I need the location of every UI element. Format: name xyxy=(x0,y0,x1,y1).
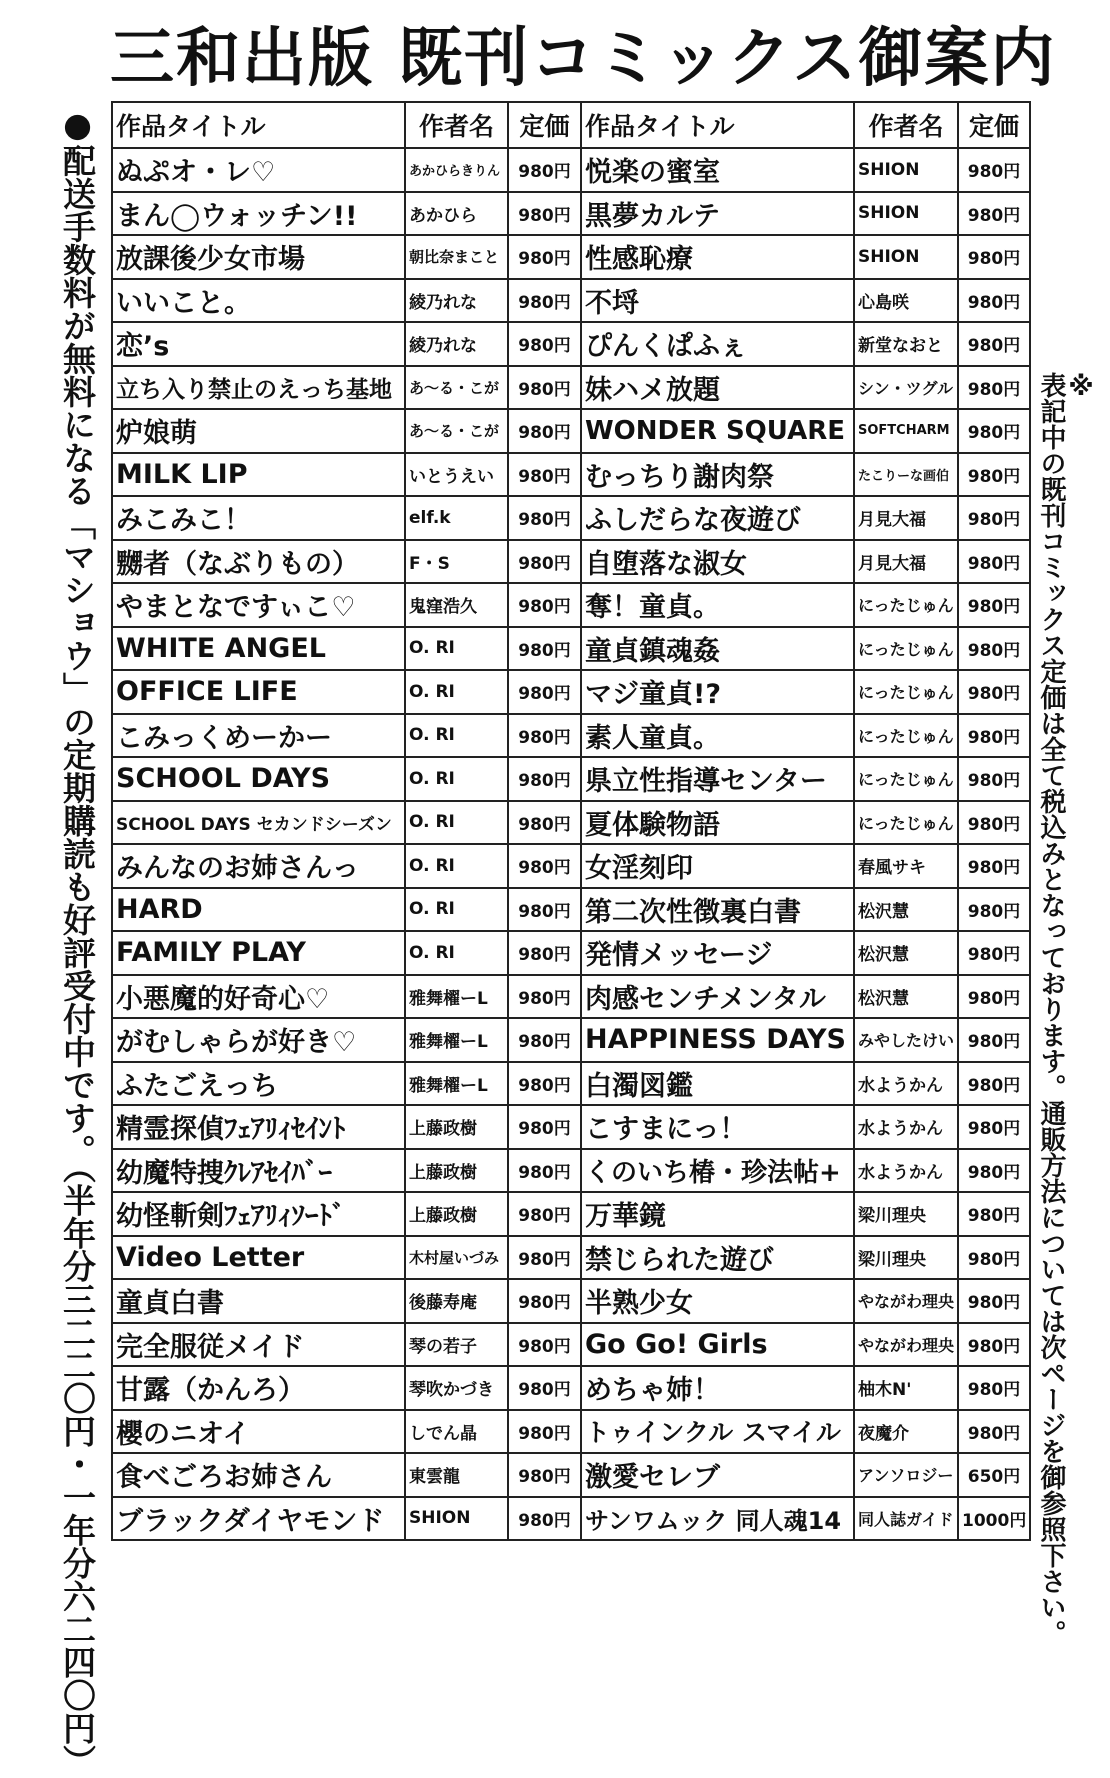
page-title: 三和出版 既刊コミックス御案内 xyxy=(110,22,1057,96)
comic-price-2: 980円 xyxy=(958,322,1030,366)
comic-price: 980円 xyxy=(508,1105,581,1149)
note-mark: ※ xyxy=(1066,372,1096,402)
table-row xyxy=(112,322,1030,366)
comic-title-2: 半熟少女 xyxy=(581,1279,854,1323)
comic-price-2: 980円 xyxy=(958,1062,1030,1106)
comic-title: 幼怪斬剣ﾌｪｱﾘｨｿｰﾄﾞ xyxy=(112,1192,405,1236)
comic-author-2: にったじゅん xyxy=(854,714,958,758)
comic-title-2: ふしだらな夜遊び xyxy=(581,496,854,540)
comic-title-2: WONDER SQUARE xyxy=(581,409,854,453)
comic-title-2: 激愛セレブ xyxy=(581,1453,854,1497)
comic-price-2: 980円 xyxy=(958,801,1030,845)
table-row xyxy=(112,583,1030,627)
price-notice-text: 表記中の既刊コミックス定価は全て税込みとなっております。通販方法については次ページを御参照下さい。 xyxy=(1036,372,1066,1646)
comic-price: 980円 xyxy=(508,1192,581,1236)
comic-price-2: 650円 xyxy=(958,1453,1030,1497)
table-row xyxy=(112,1192,1030,1236)
comic-author: 琴の若子 xyxy=(405,1323,508,1367)
comic-author: O. RI xyxy=(405,844,508,888)
comic-price: 980円 xyxy=(508,1366,581,1410)
table-row xyxy=(112,1018,1030,1062)
table-row xyxy=(112,366,1030,410)
comic-title: まん◯ウォッチン!! xyxy=(112,192,405,236)
comic-price: 980円 xyxy=(508,1323,581,1367)
comic-author-2: SHION xyxy=(854,192,958,236)
table-row xyxy=(112,801,1030,845)
comic-author: あ〜る・こが xyxy=(405,366,508,410)
comic-price: 980円 xyxy=(508,1062,581,1106)
comic-title: 幼魔特捜ｸﾚｱｾｲﾊﾞｰ xyxy=(112,1149,405,1193)
comic-price: 980円 xyxy=(508,888,581,932)
comic-author-2: にったじゅん xyxy=(854,670,958,714)
comic-price: 980円 xyxy=(508,757,581,801)
comic-title: ブラックダイヤモンド xyxy=(112,1497,405,1541)
comic-title-2: 妹ハメ放題 xyxy=(581,366,854,410)
comic-author: O. RI xyxy=(405,931,508,975)
header-price-2: 定価 xyxy=(958,102,1030,148)
comic-author: 東雲龍 xyxy=(405,1453,508,1497)
comic-author-2: にったじゅん xyxy=(854,627,958,671)
comic-price: 980円 xyxy=(508,540,581,584)
comic-title-2: 第二次性徴裏白書 xyxy=(581,888,854,932)
table-row xyxy=(112,1366,1030,1410)
table-row xyxy=(112,1062,1030,1106)
comic-author-2: 春風サキ xyxy=(854,844,958,888)
comic-price-2: 980円 xyxy=(958,931,1030,975)
comic-price-2: 980円 xyxy=(958,148,1030,192)
table-row xyxy=(112,844,1030,888)
table-row xyxy=(112,279,1030,323)
comic-price-2: 980円 xyxy=(958,583,1030,627)
comic-title: ぬぷオ・レ♡ xyxy=(112,148,405,192)
comic-title: 立ち入り禁止のえっち基地 xyxy=(112,366,405,410)
comic-author-2: 松沢慧 xyxy=(854,888,958,932)
comic-price-2: 980円 xyxy=(958,1192,1030,1236)
comic-title: 童貞白書 xyxy=(112,1279,405,1323)
comic-price: 980円 xyxy=(508,975,581,1019)
comic-price: 980円 xyxy=(508,844,581,888)
comic-price: 980円 xyxy=(508,279,581,323)
comic-author: O. RI xyxy=(405,801,508,845)
comic-title: みんなのお姉さんっ xyxy=(112,844,405,888)
comic-title-2: めちゃ姉！ xyxy=(581,1366,854,1410)
comic-price-2: 980円 xyxy=(958,714,1030,758)
comic-title: 食べごろお姉さん xyxy=(112,1453,405,1497)
comics-catalog-table xyxy=(111,101,1031,1541)
comic-title-2: トゥインクル スマイル xyxy=(581,1410,854,1454)
comic-price-2: 980円 xyxy=(958,453,1030,497)
table-row xyxy=(112,888,1030,932)
comic-title: OFFICE LIFE xyxy=(112,670,405,714)
comic-price-2: 980円 xyxy=(958,279,1030,323)
comic-author: しでん晶 xyxy=(405,1410,508,1454)
comic-author-2: 夜魔介 xyxy=(854,1410,958,1454)
comic-author-2: やながわ理央 xyxy=(854,1279,958,1323)
comic-author-2: 月見大福 xyxy=(854,540,958,584)
subscription-notice: ●配送手数料が無料になる「マショウ」の定期購読も好評受付中です。（半年分三二二〇円・一年分六二四〇円） xyxy=(58,105,97,1778)
comic-price: 980円 xyxy=(508,714,581,758)
comic-price-2: 980円 xyxy=(958,670,1030,714)
comic-price: 980円 xyxy=(508,322,581,366)
comic-author: O. RI xyxy=(405,888,508,932)
comic-title-2: 夏体験物語 xyxy=(581,801,854,845)
comic-title-2: 童貞鎮魂姦 xyxy=(581,627,854,671)
table-row xyxy=(112,192,1030,236)
comic-author-2: 心島咲 xyxy=(854,279,958,323)
comic-title-2: ぴんくぱふぇ xyxy=(581,322,854,366)
comic-title-2: 発情メッセージ xyxy=(581,931,854,975)
comic-title: SCHOOL DAYS xyxy=(112,757,405,801)
comic-title: 嬲者（なぶりもの） xyxy=(112,540,405,584)
comic-author: あかひらきりん xyxy=(405,148,508,192)
comic-price: 980円 xyxy=(508,453,581,497)
comic-author-2: アンソロジー xyxy=(854,1453,958,1497)
comic-price: 980円 xyxy=(508,931,581,975)
comic-author: F・S xyxy=(405,540,508,584)
comic-title-2: 禁じられた遊び xyxy=(581,1236,854,1280)
header-author: 作者名 xyxy=(405,102,508,148)
comic-title: みこみこ！ xyxy=(112,496,405,540)
header-title-2: 作品タイトル xyxy=(581,102,854,148)
comic-title: 完全服従メイド xyxy=(112,1323,405,1367)
comic-price: 980円 xyxy=(508,627,581,671)
table-row xyxy=(112,540,1030,584)
price-notice xyxy=(1036,372,1096,1646)
comic-price-2: 980円 xyxy=(958,1410,1030,1454)
comic-price-2: 980円 xyxy=(958,757,1030,801)
table-row xyxy=(112,1236,1030,1280)
comic-price: 980円 xyxy=(508,1279,581,1323)
comic-title-2: 肉感センチメンタル xyxy=(581,975,854,1019)
comic-author-2: 同人誌ガイド xyxy=(854,1497,958,1541)
comic-author: O. RI xyxy=(405,627,508,671)
table-row xyxy=(112,1279,1030,1323)
header-title: 作品タイトル xyxy=(112,102,405,148)
comic-title: こみっくめーかー xyxy=(112,714,405,758)
comic-title: SCHOOL DAYS セカンドシーズン xyxy=(112,801,405,845)
header-author-2: 作者名 xyxy=(854,102,958,148)
comic-title-2: 黒夢カルテ xyxy=(581,192,854,236)
table-row xyxy=(112,975,1030,1019)
comic-author: 上藤政樹 xyxy=(405,1192,508,1236)
comic-price: 980円 xyxy=(508,409,581,453)
table-row xyxy=(112,1105,1030,1149)
table-row xyxy=(112,931,1030,975)
table-row xyxy=(112,670,1030,714)
comic-price: 980円 xyxy=(508,148,581,192)
comic-author: 雅舞櫂ーL xyxy=(405,975,508,1019)
table-row xyxy=(112,453,1030,497)
comic-title-2: 女淫刻印 xyxy=(581,844,854,888)
comic-title: WHITE ANGEL xyxy=(112,627,405,671)
comic-author: 鬼窪浩久 xyxy=(405,583,508,627)
comic-author-2: 水ようかん xyxy=(854,1149,958,1193)
comic-author: いとうえい xyxy=(405,453,508,497)
table-row xyxy=(112,409,1030,453)
comic-price: 980円 xyxy=(508,670,581,714)
comic-title-2: 性感恥療 xyxy=(581,235,854,279)
comic-author-2: 新堂なおと xyxy=(854,322,958,366)
comic-price-2: 980円 xyxy=(958,1323,1030,1367)
comic-price-2: 1000円 xyxy=(958,1497,1030,1541)
comic-price: 980円 xyxy=(508,496,581,540)
comic-price-2: 980円 xyxy=(958,235,1030,279)
table-row xyxy=(112,148,1030,192)
comic-author: 雅舞櫂ーL xyxy=(405,1062,508,1106)
comic-title: Video Letter xyxy=(112,1236,405,1280)
comic-title: 小悪魔的好奇心♡ xyxy=(112,975,405,1019)
comic-title-2: HAPPINESS DAYS xyxy=(581,1018,854,1062)
comic-author-2: SHION xyxy=(854,235,958,279)
comic-author-2: 月見大福 xyxy=(854,496,958,540)
comic-author: 後藤寿庵 xyxy=(405,1279,508,1323)
table-row xyxy=(112,1149,1030,1193)
comic-price: 980円 xyxy=(508,235,581,279)
table-row xyxy=(112,496,1030,540)
comic-author: elf.k xyxy=(405,496,508,540)
comic-price-2: 980円 xyxy=(958,192,1030,236)
table-row xyxy=(112,235,1030,279)
comic-author-2: にったじゅん xyxy=(854,583,958,627)
comic-price: 980円 xyxy=(508,1453,581,1497)
comic-price-2: 980円 xyxy=(958,1018,1030,1062)
comic-title: いいこと。 xyxy=(112,279,405,323)
table-row xyxy=(112,714,1030,758)
comic-author-2: たこりーな画伯 xyxy=(854,453,958,497)
comic-title-2: 不埒 xyxy=(581,279,854,323)
comic-price: 980円 xyxy=(508,1236,581,1280)
comic-author-2: にったじゅん xyxy=(854,757,958,801)
comic-price-2: 980円 xyxy=(958,1105,1030,1149)
comic-price-2: 980円 xyxy=(958,1366,1030,1410)
table-row xyxy=(112,1410,1030,1454)
comic-author: O. RI xyxy=(405,714,508,758)
header-price: 定価 xyxy=(508,102,581,148)
table-row xyxy=(112,757,1030,801)
comic-title: MILK LIP xyxy=(112,453,405,497)
comic-title: ふたごえっち xyxy=(112,1062,405,1106)
comic-author: SHION xyxy=(405,1497,508,1541)
comic-price: 980円 xyxy=(508,583,581,627)
comic-title: HARD xyxy=(112,888,405,932)
comic-author-2: 梁川理央 xyxy=(854,1192,958,1236)
comic-author-2: 梁川理央 xyxy=(854,1236,958,1280)
comic-price-2: 980円 xyxy=(958,540,1030,584)
comic-author: 上藤政樹 xyxy=(405,1149,508,1193)
comic-title-2: 万華鏡 xyxy=(581,1192,854,1236)
comic-author: 上藤政樹 xyxy=(405,1105,508,1149)
comic-price-2: 980円 xyxy=(958,1149,1030,1193)
comic-price-2: 980円 xyxy=(958,1236,1030,1280)
table-row xyxy=(112,1323,1030,1367)
comic-price-2: 980円 xyxy=(958,366,1030,410)
comic-title: やまとなですぃこ♡ xyxy=(112,583,405,627)
comic-title-2: こすまにっ！ xyxy=(581,1105,854,1149)
comic-author-2: にったじゅん xyxy=(854,801,958,845)
comic-author: 琴吹かづき xyxy=(405,1366,508,1410)
comic-title-2: 白濁図鑑 xyxy=(581,1062,854,1106)
comic-title-2: むっちり謝肉祭 xyxy=(581,453,854,497)
comic-title-2: 素人童貞。 xyxy=(581,714,854,758)
comic-author: 朝比奈まこと xyxy=(405,235,508,279)
comic-price: 980円 xyxy=(508,366,581,410)
comic-title: 櫻のニオイ xyxy=(112,1410,405,1454)
comic-title-2: くのいち椿・珍法帖+ xyxy=(581,1149,854,1193)
table-header-row xyxy=(112,102,1030,148)
comic-author-2: 水ようかん xyxy=(854,1062,958,1106)
comic-title: がむしゃらが好き♡ xyxy=(112,1018,405,1062)
comic-title-2: 奪！童貞。 xyxy=(581,583,854,627)
comic-author: 綾乃れな xyxy=(405,322,508,366)
comic-price: 980円 xyxy=(508,192,581,236)
comic-author-2: やながわ理央 xyxy=(854,1323,958,1367)
comic-price: 980円 xyxy=(508,1410,581,1454)
comic-title-2: 自堕落な淑女 xyxy=(581,540,854,584)
comic-price-2: 980円 xyxy=(958,496,1030,540)
comic-title: FAMILY PLAY xyxy=(112,931,405,975)
comic-price-2: 980円 xyxy=(958,888,1030,932)
comic-author: O. RI xyxy=(405,757,508,801)
comic-author: 雅舞櫂ーL xyxy=(405,1018,508,1062)
comic-price-2: 980円 xyxy=(958,844,1030,888)
comic-title-2: Go Go! Girls xyxy=(581,1323,854,1367)
comic-author-2: 柚木N' xyxy=(854,1366,958,1410)
comic-price-2: 980円 xyxy=(958,409,1030,453)
comic-price: 980円 xyxy=(508,1149,581,1193)
comic-author: あかひら xyxy=(405,192,508,236)
comic-author: O. RI xyxy=(405,670,508,714)
table-row xyxy=(112,627,1030,671)
comic-title-2: 悦楽の蜜室 xyxy=(581,148,854,192)
comic-title-2: 県立性指導センター xyxy=(581,757,854,801)
comic-author-2: 松沢慧 xyxy=(854,931,958,975)
comic-author: 木村屋いづみ xyxy=(405,1236,508,1280)
comic-author-2: シン・ツグル xyxy=(854,366,958,410)
comic-author-2: SOFTCHARM xyxy=(854,409,958,453)
comic-price: 980円 xyxy=(508,1497,581,1541)
comic-title-2: マジ童貞!? xyxy=(581,670,854,714)
comic-price-2: 980円 xyxy=(958,975,1030,1019)
comic-author-2: 水ようかん xyxy=(854,1105,958,1149)
comic-price: 980円 xyxy=(508,1018,581,1062)
comic-author-2: 松沢慧 xyxy=(854,975,958,1019)
comic-title: 放課後少女市場 xyxy=(112,235,405,279)
comic-title: 恋’s xyxy=(112,322,405,366)
comic-title: 精霊探偵ﾌｪｱﾘｨｾｲﾝﾄ xyxy=(112,1105,405,1149)
comic-author: あ〜る・こが xyxy=(405,409,508,453)
catalog-body xyxy=(112,148,1030,1540)
comic-price-2: 980円 xyxy=(958,1279,1030,1323)
table-row xyxy=(112,1497,1030,1541)
table-row xyxy=(112,1453,1030,1497)
comic-title: 甘露（かんろ） xyxy=(112,1366,405,1410)
comic-price-2: 980円 xyxy=(958,627,1030,671)
comic-author: 綾乃れな xyxy=(405,279,508,323)
comic-author-2: SHION xyxy=(854,148,958,192)
comic-author-2: みやしたけい xyxy=(854,1018,958,1062)
comic-title-2: サンワムック 同人魂14 xyxy=(581,1497,854,1541)
comic-price: 980円 xyxy=(508,801,581,845)
comic-title: 炉娘萌 xyxy=(112,409,405,453)
